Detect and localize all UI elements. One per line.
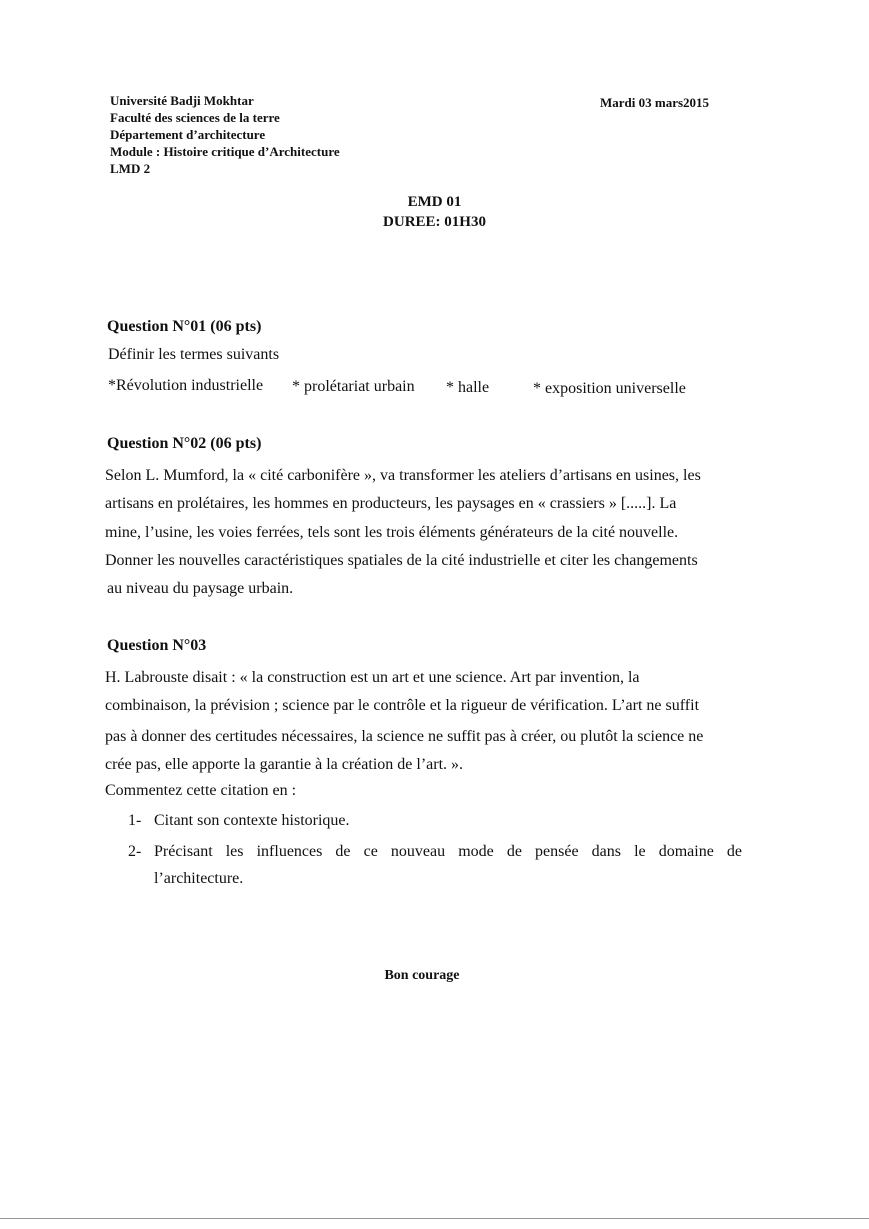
question-3-line-4: crée pas, elle apporte la garantie à la création de l’art. ». <box>105 756 464 773</box>
question-2-line-1: Selon L. Mumford, la « cité carbonifère », va transformer les ateliers d’artisans en usines, les <box>105 467 701 484</box>
question-3-line-2: combinaison, la prévision ; science par le contrôle et la rigueur de vérification. L’art ne suffit <box>105 697 700 714</box>
question-1-instruction: Définir les termes suivants <box>108 346 280 363</box>
question-3-prompt: Commentez cette citation en : <box>105 782 297 799</box>
term-1: *Révolution industrielle <box>108 377 264 394</box>
faculty-name: Faculté des sciences de la terre <box>110 110 280 125</box>
item-1-text: Citant son contexte historique. <box>154 812 350 829</box>
module-name: Module : Histoire critique d’Architecture <box>110 144 340 159</box>
university-name: Université Badji Mokhtar <box>110 93 254 108</box>
exam-duration: DUREE: 01H30 <box>383 214 486 230</box>
question-3-line-3: pas à donner des certitudes nécessaires, la science ne suffit pas à créer, ou plutôt la science ne <box>105 728 704 745</box>
question-2-line-3: mine, l’usine, les voies ferrées, tels sont les trois éléments générateurs de la cité nouvelle. <box>105 524 679 541</box>
question-3-line-1: H. Labrouste disait : « la construction est un art et une science. Art par invention, la <box>105 669 640 686</box>
question-3-title: Question N°03 <box>107 637 207 654</box>
question-2-line-5: au niveau du paysage urbain. <box>107 580 294 597</box>
scan-edge-line <box>0 1218 869 1219</box>
level-label: LMD 2 <box>110 161 151 176</box>
question-1-title: Question N°01 (06 pts) <box>107 318 262 335</box>
item-2-text: Précisant les influences de ce nouveau mode de pensée dans le domaine de <box>154 843 742 860</box>
item-2-number: 2- <box>128 843 142 860</box>
institution-header <box>110 92 340 177</box>
closing-text: Bon courage <box>384 968 460 983</box>
question-2-title: Question N°02 (06 pts) <box>107 435 262 452</box>
department-name: Département d’architecture <box>110 127 266 142</box>
exam-date: Mardi 03 mars2015 <box>600 95 710 110</box>
item-1-number: 1- <box>128 812 142 829</box>
term-4: * exposition universelle <box>533 380 686 397</box>
exam-title: EMD 01 <box>407 194 462 210</box>
term-3: * halle <box>446 379 490 396</box>
question-2-line-4: Donner les nouvelles caractéristiques spatiales de la cité industrielle et citer les changements <box>105 552 698 569</box>
question-3-item-1 <box>128 812 350 830</box>
term-2: * prolétariat urbain <box>292 378 415 395</box>
question-2-line-2: artisans en prolétaires, les hommes en producteurs, les paysages en « crassiers » [.....]. La <box>105 495 677 512</box>
item-2-continuation: l’architecture. <box>154 870 244 887</box>
question-3-item-2 <box>128 843 742 861</box>
